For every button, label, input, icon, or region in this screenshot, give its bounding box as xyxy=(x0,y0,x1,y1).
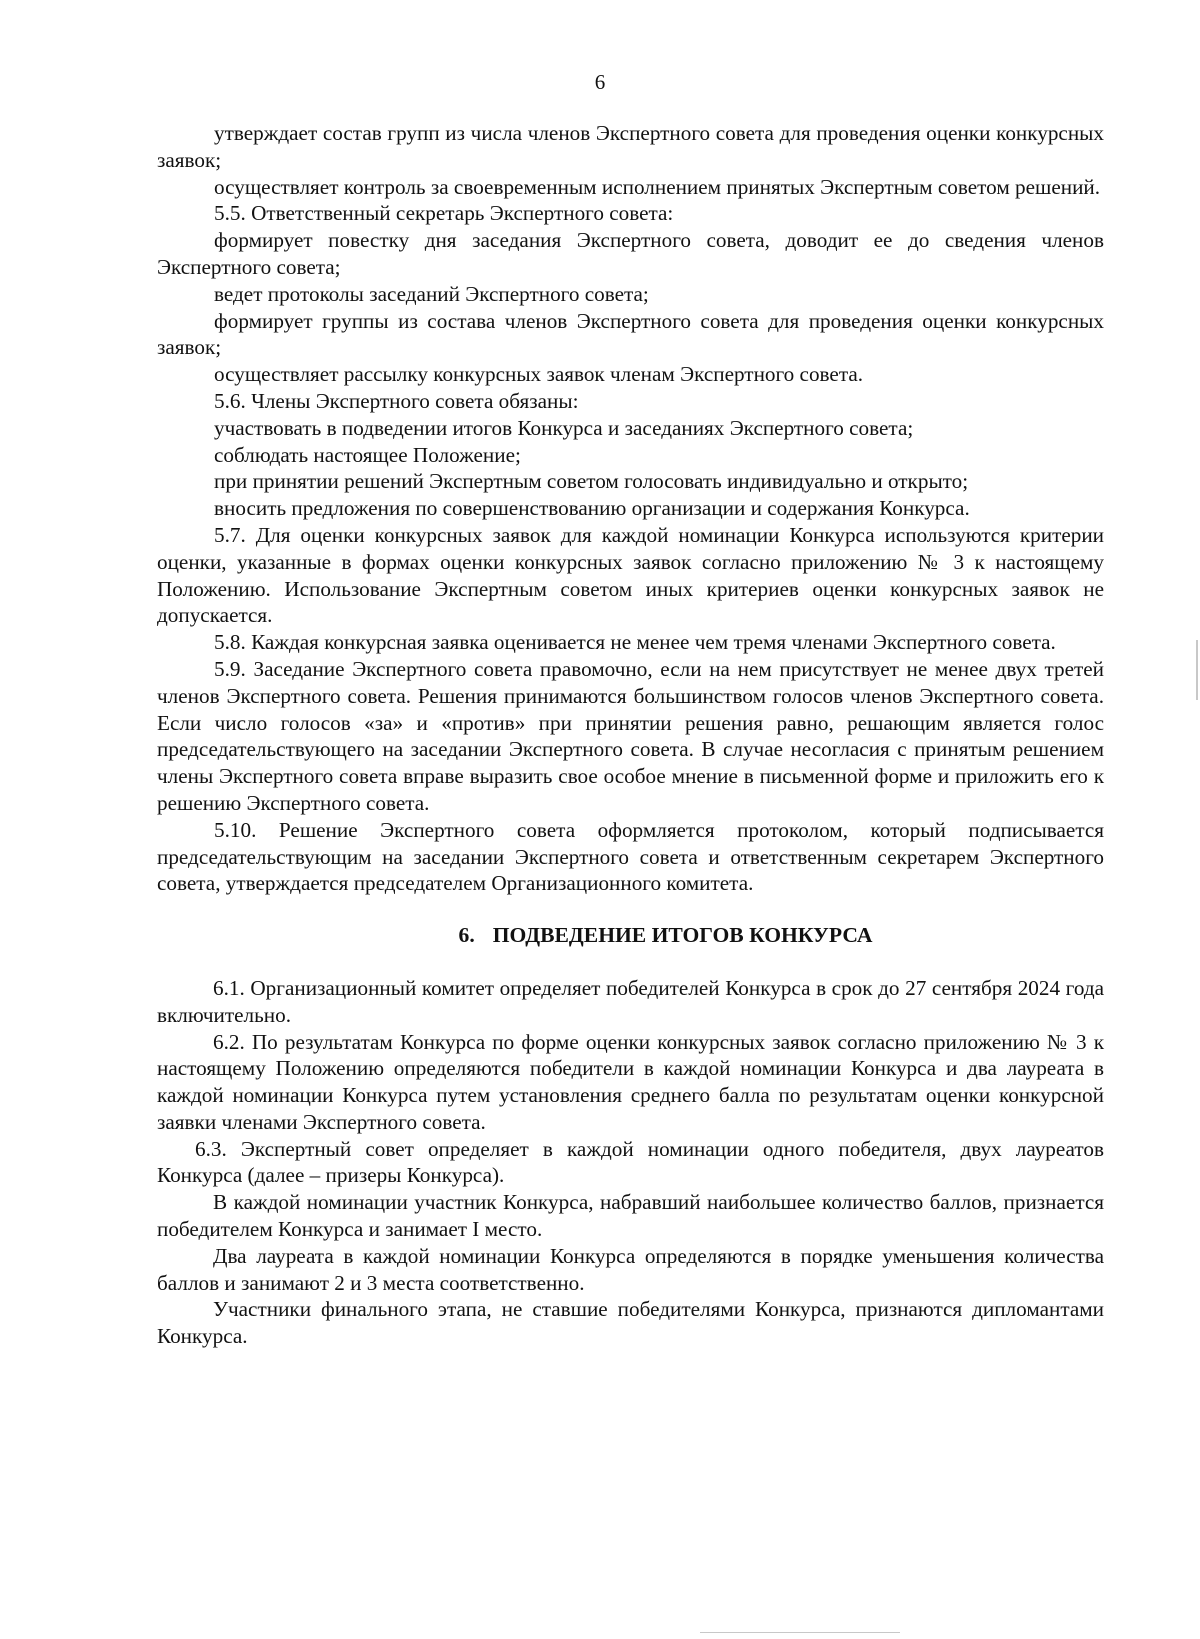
section-number: 6. xyxy=(458,923,475,948)
paragraph: формирует повестку дня заседания Экспертного совета, доводит ее до сведения членов Экспертного совета; xyxy=(157,228,1104,279)
paragraph: участвовать в подведении итогов Конкурса и заседаниях Экспертного совета; xyxy=(214,415,914,440)
clause-6-2: 6.2. По результатам Конкурса по форме оценки конкурсных заявок согласно приложению № 3 к настоящему Положению определяются победители в каждой номинации Конкурса и два лауреата в каждой номинации Конкурса путем установления среднего балла по результатам оценки конкурсной заявки членами Экспертного совета. xyxy=(157,1029,1104,1134)
scan-artifact xyxy=(1196,640,1198,700)
clause-5-7: 5.7. Для оценки конкурсных заявок для каждой номинации Конкурса используются критерии оценки, указанные в формах оценки конкурсных заявок согласно приложению № 3 к настоящему Положению. Использование Экспертным советом иных критериев оценки конкурсных заявок не допускается. xyxy=(157,522,1104,628)
page-number: 6 xyxy=(594,70,606,94)
paragraph: Два лауреата в каждой номинации Конкурса определяются в порядке уменьшения количества баллов и занимают 2 и 3 места соответственно. xyxy=(157,1243,1104,1295)
document-body xyxy=(157,120,1104,1350)
paragraph: утверждает состав групп из числа членов Экспертного совета для проведения оценки конкурсных заявок; xyxy=(157,121,1104,172)
scan-artifact xyxy=(700,1632,900,1633)
paragraph: формирует группы из состава членов Экспертного совета для проведения оценки конкурсных заявок; xyxy=(157,308,1104,360)
paragraph: соблюдать настоящее Положение; xyxy=(214,442,521,467)
paragraph: осуществляет рассылку конкурсных заявок членам Экспертного совета. xyxy=(214,362,864,387)
clause-5-9: 5.9. Заседание Экспертного совета правомочно, если на нем присутствует не менее двух третей членов Экспертного совета. Решения принимаются большинством голосов членов Экспертного совета. Если число голосов «за» и «против» при принятии решения равно, решающим является голос председательствующего на заседании Экспертного совета. В случае несогласия с принятым решением члены Экспертного совета вправе выразить свое особое мнение в письменной форме и приложить его к решению Экспертного совета. xyxy=(157,656,1104,815)
clause-6-1: 6.1. Организационный комитет определяет победителей Конкурса в срок до 27 сентября 2024 года включительно. xyxy=(157,975,1104,1027)
section-6-body xyxy=(157,975,1104,1350)
clause-5-8: 5.8. Каждая конкурсная заявка оценивается не менее чем тремя членами Экспертного совета. xyxy=(214,630,1056,655)
paragraph: ведет протоколы заседаний Экспертного совета; xyxy=(214,281,649,306)
paragraph: осуществляет контроль за своевременным исполнением принятых Экспертным советом решений. xyxy=(214,174,1101,199)
paragraph: В каждой номинации участник Конкурса, набравший наибольшее количество баллов, признается победителем Конкурса и занимает I место. xyxy=(157,1190,1104,1242)
paragraph: при принятии решений Экспертным советом голосовать индивидуально и открыто; xyxy=(214,469,969,494)
clause-5-10: 5.10. Решение Экспертного совета оформляется протоколом, который подписывается председательствующим на заседании Экспертного совета и ответственным секретарем Экспертного совета, утверждается председателем Организационного комитета. xyxy=(157,817,1104,896)
paragraph: вносить предложения по совершенствованию организации и содержания Конкурса. xyxy=(214,496,970,521)
clause-5-5: 5.5. Ответственный секретарь Экспертного совета: xyxy=(214,201,674,226)
clause-6-3: 6.3. Экспертный совет определяет в каждой номинации одного победителя, двух лауреатов Конкурса (далее – призеры Конкурса). xyxy=(157,1136,1104,1188)
section-heading xyxy=(157,897,1104,975)
section-title: ПОДВЕДЕНИЕ ИТОГОВ КОНКУРСА xyxy=(492,923,873,948)
clause-5-6: 5.6. Члены Экспертного совета обязаны: xyxy=(214,388,579,413)
paragraph: Участники финального этапа, не ставшие победителями Конкурса, признаются дипломантами Конкурса. xyxy=(157,1297,1104,1349)
